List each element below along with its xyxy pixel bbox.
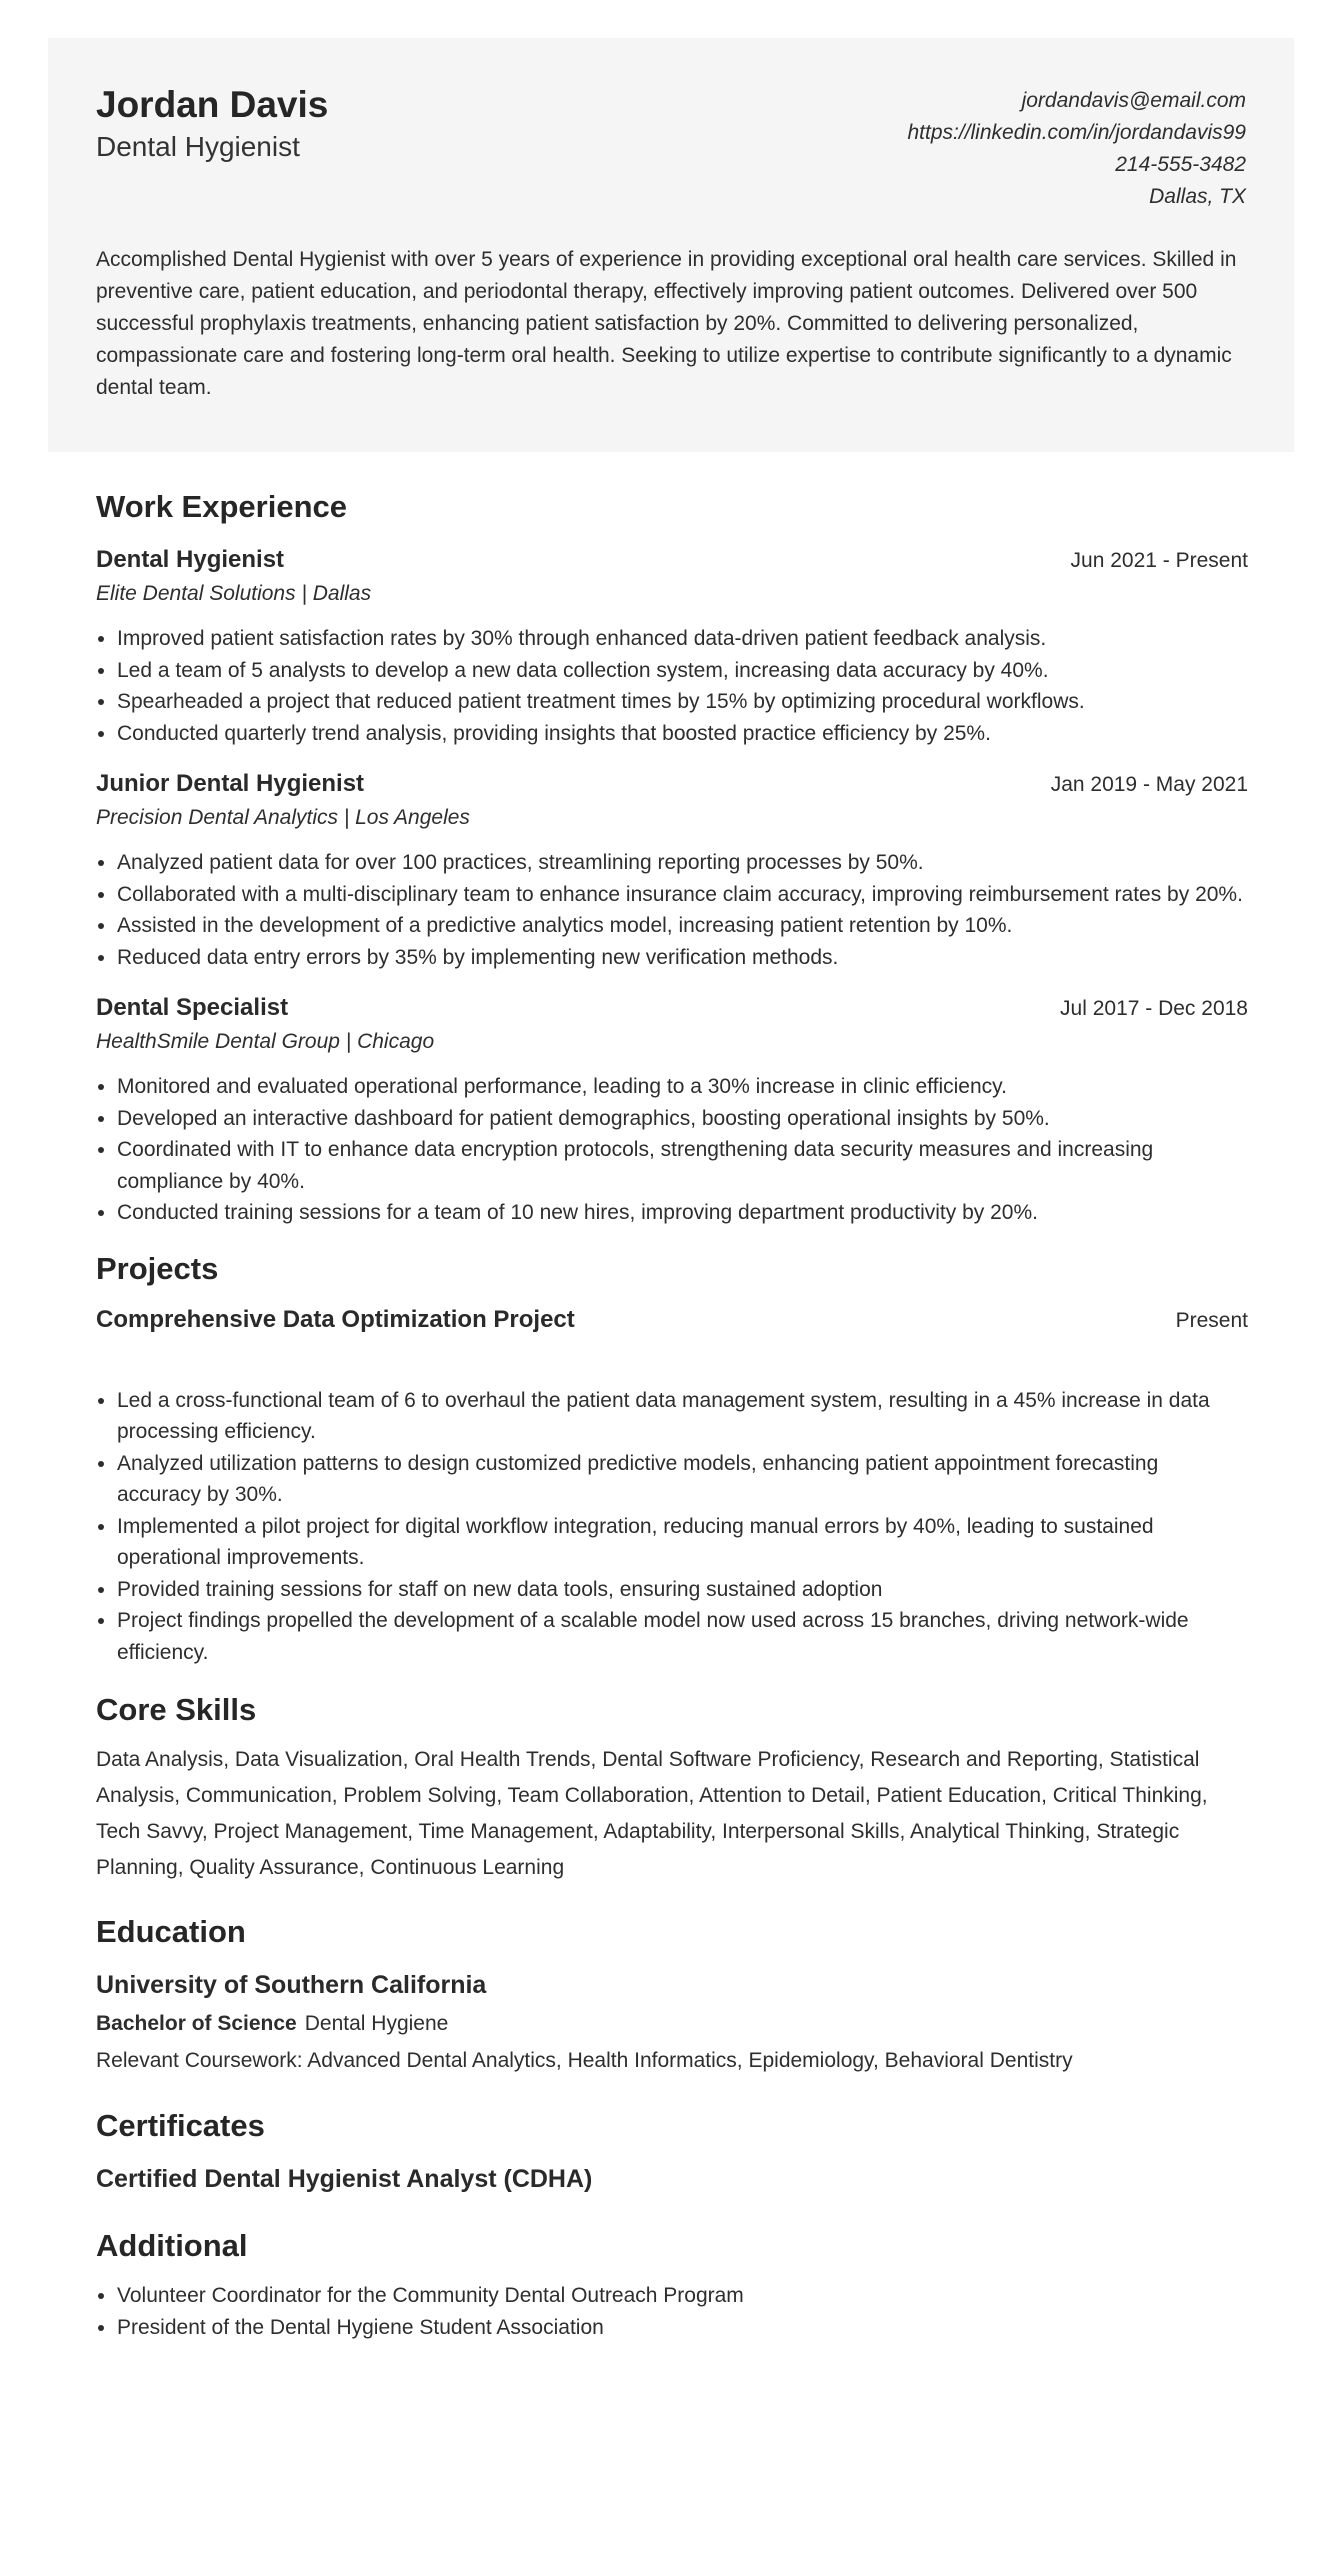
list-item: • Conducted quarterly trend analysis, providing insights that boosted practice efficiency by 25%. [117, 718, 1248, 750]
degree-name: Bachelor of Science [96, 2012, 297, 2035]
job-entry [96, 989, 1248, 1229]
list-item: • Provided training sessions for staff on new data tools, ensuring sustained adoption [117, 1574, 1248, 1606]
list-item: • Developed an interactive dashboard for patient demographics, boosting operational insights by 50%. [117, 1103, 1248, 1135]
section-heading-skills: Core Skills [96, 1692, 257, 1727]
section-heading-certificates: Certificates [96, 2108, 265, 2143]
contact-phone: 214-555-3482 [1115, 153, 1246, 176]
job-title: Dental Specialist [96, 994, 289, 1021]
list-item: • Analyzed patient data for over 100 practices, streamlining reporting processes by 50%. [117, 847, 1248, 879]
section-heading-projects: Projects [96, 1250, 219, 1286]
list-item: • Spearheaded a project that reduced patient treatment times by 15% by optimizing procedural workflows. [117, 686, 1248, 718]
section-heading-education: Education [96, 1914, 246, 1949]
resume-body [96, 475, 1248, 2343]
job-date: Jul 2017 - Dec 2018 [1060, 997, 1248, 1020]
list-item: • Volunteer Coordinator for the Community Dental Outreach Program [117, 2280, 1248, 2312]
list-item: • Analyzed utilization patterns to design customized predictive models, enhancing patient appointment forecasting accuracy by 30%. [117, 1448, 1248, 1511]
job-company: Elite Dental Solutions | Dallas [96, 582, 372, 605]
job-date: Jun 2021 - Present [1070, 549, 1248, 572]
job-entry [96, 541, 1248, 749]
contact-email[interactable]: jordandavis@email.com [1021, 89, 1246, 112]
degree-line [96, 2006, 1248, 2042]
projects-section [96, 1237, 1248, 1669]
job-entry [96, 765, 1248, 973]
skills-list: Data Analysis, Data Visualization, Oral Health Trends, Dental Software Proficiency, Research and Reporting, Statistical Analysis, Communication, Problem Solving, Team Collaboration, Attention to Detail, Patient Education, Critical Thinking, Tech Savvy, Project Management, Time Management, Adaptability, Interpersonal Skills, Analytical Thinking, Strategic Planning, Quality Assurance, Continuous Learning [96, 1748, 1208, 1879]
list-item: • Assisted in the development of a predictive analytics model, increasing patient retention by 10%. [117, 910, 1248, 942]
contact-info [907, 85, 1246, 213]
project-title: Comprehensive Data Optimization Project [96, 1305, 575, 1333]
professional-summary: Accomplished Dental Hygienist with over 5 years of experience in providing exceptional oral health care services. Skilled in preventive care, patient education, and periodontal therapy, effectively improving patient outcomes. Delivered over 500 successful prophylaxis treatments, enhancing patient satisfaction by 20%. Committed to delivering personalized, compassionate care and fostering long-term oral health. Seeking to utilize expertise to contribute significantly to a dynamic dental team. [96, 248, 1237, 399]
job-bullets [96, 623, 1248, 749]
candidate-name: Jordan Davis [96, 84, 329, 125]
job-company: HealthSmile Dental Group | Chicago [96, 1030, 435, 1053]
additional-list [96, 2280, 1248, 2343]
project-bullets [96, 1385, 1248, 1669]
degree-field: Dental Hygiene [304, 2012, 449, 2035]
job-title: Dental Hygienist [96, 546, 285, 573]
list-item: • Reduced data entry errors by 35% by implementing new verification methods. [117, 942, 1248, 974]
additional-section [96, 2214, 1248, 2343]
work-experience-section [96, 475, 1248, 1229]
list-item: • Led a cross-functional team of 6 to overhaul the patient data management system, resulting in a 45% increase in data processing efficiency. [117, 1385, 1248, 1448]
school-name: University of Southern California [96, 1971, 487, 1999]
contact-location: Dallas, TX [1149, 185, 1246, 208]
candidate-role: Dental Hygienist [96, 131, 300, 162]
resume-header [48, 38, 1294, 452]
list-item: • Conducted training sessions for a team of 10 new hires, improving department productivity by 20%. [117, 1197, 1248, 1229]
project-date: Present [1175, 1308, 1248, 1332]
job-date: Jan 2019 - May 2021 [1050, 773, 1248, 796]
section-heading-work: Work Experience [96, 489, 347, 524]
job-title: Junior Dental Hygienist [96, 770, 365, 797]
list-item: • Project findings propelled the development of a scalable model now used across 15 branches, driving network-wide efficiency. [117, 1605, 1248, 1668]
list-item: • Coordinated with IT to enhance data encryption protocols, strengthening data security measures and increasing compliance by 40%. [117, 1134, 1248, 1197]
skills-section [96, 1678, 1248, 1886]
education-section [96, 1900, 1248, 2080]
list-item: • President of the Dental Hygiene Student Association [117, 2312, 1248, 2344]
list-item: • Monitored and evaluated operational performance, leading to a 30% increase in clinic efficiency. [117, 1071, 1248, 1103]
contact-linkedin[interactable]: https://linkedin.com/in/jordandavis99 [907, 121, 1246, 144]
project-entry [96, 1301, 1248, 1669]
list-item: • Collaborated with a multi-disciplinary team to enhance insurance claim accuracy, improving reimbursement rates by 20%. [117, 879, 1248, 911]
list-item: • Led a team of 5 analysts to develop a new data collection system, increasing data accuracy by 40%. [117, 655, 1248, 687]
coursework: Relevant Coursework: Advanced Dental Analytics, Health Informatics, Epidemiology, Behavioral Dentistry [96, 2049, 1073, 2072]
certificates-section [96, 2094, 1248, 2200]
list-item: • Implemented a pilot project for digital workflow integration, reducing manual errors by 40%, leading to sustained operational improvements. [117, 1511, 1248, 1574]
certificate-item: Certified Dental Hygienist Analyst (CDHA) [96, 2165, 593, 2193]
job-bullets [96, 847, 1248, 973]
job-bullets [96, 1071, 1248, 1229]
job-company: Precision Dental Analytics | Los Angeles [96, 806, 470, 829]
section-heading-additional: Additional [96, 2228, 248, 2263]
list-item: • Improved patient satisfaction rates by 30% through enhanced data-driven patient feedback analysis. [117, 623, 1248, 655]
